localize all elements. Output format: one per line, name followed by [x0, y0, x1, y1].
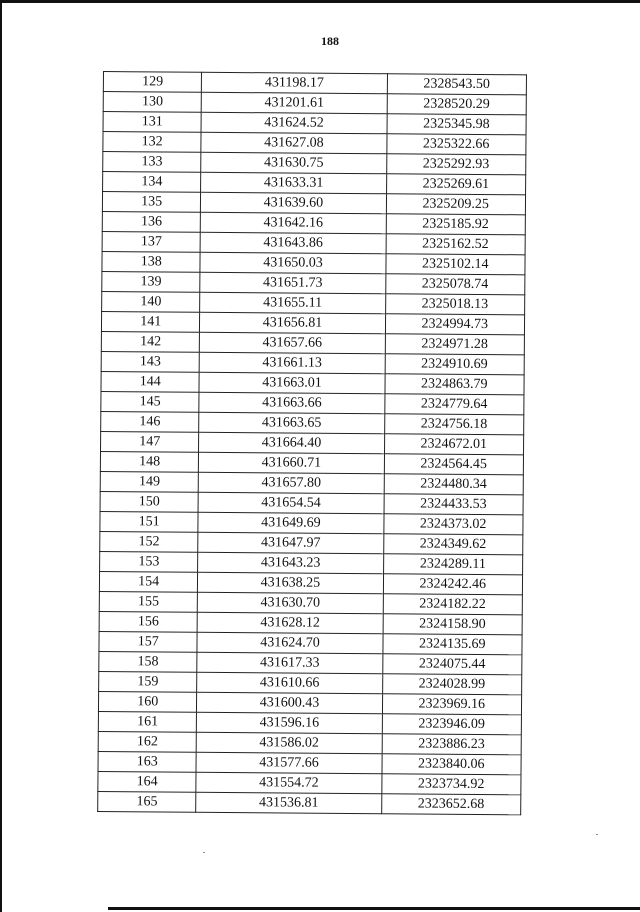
point-number-cell: 161: [98, 711, 197, 732]
y-coordinate-cell: 2324779.64: [384, 394, 524, 415]
point-number-cell: 152: [100, 531, 199, 552]
y-coordinate-cell: 2324242.46: [383, 574, 523, 595]
point-number-cell: 163: [98, 751, 197, 772]
point-number-cell: 138: [102, 251, 201, 272]
point-number-cell: 144: [101, 371, 200, 392]
point-number-cell: 142: [101, 331, 200, 352]
point-number-cell: 148: [100, 451, 199, 472]
x-coordinate-cell: 431627.08: [201, 132, 386, 153]
y-coordinate-cell: 2325292.93: [386, 154, 526, 175]
point-number-cell: 155: [99, 591, 198, 612]
x-coordinate-cell: 431617.33: [197, 652, 382, 673]
x-coordinate-cell: 431639.60: [201, 192, 386, 213]
y-coordinate-cell: 2325322.66: [386, 134, 526, 155]
x-coordinate-cell: 431651.73: [200, 272, 385, 293]
x-coordinate-cell: 431577.66: [196, 752, 381, 773]
point-number-cell: 159: [99, 671, 198, 692]
y-coordinate-cell: 2323840.06: [382, 754, 522, 775]
x-coordinate-cell: 431642.16: [201, 212, 386, 233]
y-coordinate-cell: 2323734.92: [381, 774, 521, 795]
x-coordinate-cell: 431660.71: [199, 452, 384, 473]
x-coordinate-cell: 431624.70: [197, 632, 382, 653]
x-coordinate-cell: 431663.66: [199, 392, 384, 413]
x-coordinate-cell: 431663.01: [199, 372, 384, 393]
x-coordinate-cell: 431600.43: [197, 692, 382, 713]
point-number-cell: 164: [98, 771, 197, 792]
point-number-cell: 139: [102, 271, 201, 292]
y-coordinate-cell: 2324373.02: [383, 514, 523, 535]
x-coordinate-cell: 431554.72: [196, 772, 381, 793]
x-coordinate-cell: 431650.03: [200, 252, 385, 273]
y-coordinate-cell: 2324480.34: [384, 474, 524, 495]
y-coordinate-cell: 2324182.22: [383, 594, 523, 615]
y-coordinate-cell: 2324756.18: [384, 414, 524, 435]
x-coordinate-cell: 431628.12: [198, 612, 383, 633]
point-number-cell: 140: [102, 291, 201, 312]
point-number-cell: 145: [101, 391, 200, 412]
x-coordinate-cell: 431198.17: [202, 72, 387, 93]
point-number-cell: 160: [98, 691, 197, 712]
page-edge-top: [0, 0, 640, 3]
coordinates-table: [97, 71, 527, 815]
y-coordinate-cell: 2324910.69: [385, 354, 525, 375]
page-edge-left: [0, 0, 2, 912]
x-coordinate-cell: 431656.81: [200, 312, 385, 333]
x-coordinate-cell: 431536.81: [196, 792, 381, 813]
y-coordinate-cell: 2325209.25: [386, 194, 526, 215]
x-coordinate-cell: 431201.61: [202, 92, 387, 113]
y-coordinate-cell: 2328520.29: [387, 94, 527, 115]
y-coordinate-cell: 2325102.14: [385, 254, 525, 275]
y-coordinate-cell: 2324994.73: [385, 314, 525, 335]
y-coordinate-cell: 2324349.62: [383, 534, 523, 555]
x-coordinate-cell: 431643.23: [198, 552, 383, 573]
y-coordinate-cell: 2325162.52: [386, 234, 526, 255]
point-number-cell: 136: [102, 211, 201, 232]
x-coordinate-cell: 431633.31: [201, 172, 386, 193]
point-number-cell: 132: [103, 132, 202, 153]
x-coordinate-cell: 431663.65: [199, 412, 384, 433]
x-coordinate-cell: 431638.25: [198, 572, 383, 593]
y-coordinate-cell: 2325269.61: [386, 174, 526, 195]
y-coordinate-cell: 2325345.98: [387, 114, 527, 135]
point-number-cell: 162: [98, 731, 197, 752]
x-coordinate-cell: 431649.69: [198, 512, 383, 533]
x-coordinate-cell: 431610.66: [197, 672, 382, 693]
y-coordinate-cell: 2323886.23: [382, 734, 522, 755]
x-coordinate-cell: 431664.40: [199, 432, 384, 453]
x-coordinate-cell: 431661.13: [200, 352, 385, 373]
point-number-cell: 157: [99, 631, 198, 652]
y-coordinate-cell: 2324135.69: [382, 634, 522, 655]
x-coordinate-cell: 431647.97: [198, 532, 383, 553]
y-coordinate-cell: 2324075.44: [382, 654, 522, 675]
point-number-cell: 130: [103, 92, 202, 113]
x-coordinate-cell: 431586.02: [197, 732, 382, 753]
x-coordinate-cell: 431657.80: [199, 472, 384, 493]
y-coordinate-cell: 2324863.79: [384, 374, 524, 395]
point-number-cell: 149: [100, 471, 199, 492]
page-edge-bottom: [108, 907, 640, 910]
y-coordinate-cell: 2324971.28: [385, 334, 525, 355]
point-number-cell: 143: [101, 351, 200, 372]
y-coordinate-cell: 2323652.68: [381, 794, 521, 815]
point-number-cell: 156: [99, 611, 198, 632]
y-coordinate-cell: 2324564.45: [384, 454, 524, 475]
point-number-cell: 141: [101, 311, 200, 332]
y-coordinate-cell: 2323969.16: [382, 694, 522, 715]
y-coordinate-cell: 2325018.13: [385, 294, 525, 315]
scan-speck: [203, 852, 205, 853]
point-number-cell: 137: [102, 231, 201, 252]
coordinates-table-body: [98, 72, 527, 815]
y-coordinate-cell: 2325078.74: [385, 274, 525, 295]
y-coordinate-cell: 2324158.90: [383, 614, 523, 635]
point-number-cell: 150: [100, 491, 199, 512]
point-number-cell: 129: [103, 72, 202, 93]
x-coordinate-cell: 431657.66: [200, 332, 385, 353]
point-number-cell: 134: [103, 172, 202, 193]
point-number-cell: 158: [99, 651, 198, 672]
x-coordinate-cell: 431630.70: [198, 592, 383, 613]
point-number-cell: 133: [103, 152, 202, 173]
x-coordinate-cell: 431624.52: [201, 112, 386, 133]
point-number-cell: 154: [99, 571, 198, 592]
table-row: [98, 791, 521, 814]
y-coordinate-cell: 2328543.50: [387, 74, 527, 95]
point-number-cell: 147: [101, 431, 200, 452]
scan-speck: [596, 834, 598, 835]
y-coordinate-cell: 2323946.09: [382, 714, 522, 735]
point-number-cell: 165: [98, 791, 197, 812]
page-number: 188: [321, 34, 339, 48]
point-number-cell: 131: [103, 112, 202, 133]
y-coordinate-cell: 2324028.99: [382, 674, 522, 695]
x-coordinate-cell: 431654.54: [198, 492, 383, 513]
y-coordinate-cell: 2324672.01: [384, 434, 524, 455]
y-coordinate-cell: 2325185.92: [386, 214, 526, 235]
point-number-cell: 153: [100, 551, 199, 572]
x-coordinate-cell: 431630.75: [201, 152, 386, 173]
point-number-cell: 146: [101, 411, 200, 432]
x-coordinate-cell: 431596.16: [197, 712, 382, 733]
point-number-cell: 135: [102, 192, 201, 213]
y-coordinate-cell: 2324433.53: [384, 494, 524, 515]
x-coordinate-cell: 431643.86: [201, 232, 386, 253]
x-coordinate-cell: 431655.11: [200, 292, 385, 313]
y-coordinate-cell: 2324289.11: [383, 554, 523, 575]
point-number-cell: 151: [100, 511, 199, 532]
